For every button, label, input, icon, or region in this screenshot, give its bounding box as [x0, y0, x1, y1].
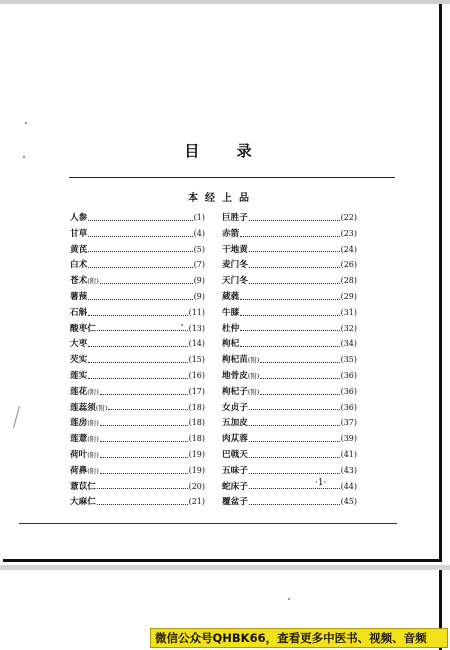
toc-entry-name: 枸杞子(附)	[222, 386, 260, 397]
dot-leader	[88, 341, 187, 347]
toc-entry-note: (附)	[87, 387, 99, 396]
dot-leader	[97, 325, 188, 331]
section-heading: 本经上品	[188, 193, 256, 204]
toc-entry[interactable]	[70, 305, 205, 321]
toc-entry-page: (4)	[193, 228, 205, 238]
dot-leader	[240, 231, 339, 237]
toc-entry[interactable]	[222, 352, 357, 368]
toc-entry-name: 荷叶(附)	[70, 449, 99, 460]
toc-entry-page: (32)	[340, 323, 357, 333]
dot-leader	[249, 436, 340, 442]
toc-entry[interactable]	[70, 273, 205, 289]
toc-entry-note: (附)	[87, 435, 99, 444]
toc-entry-page: (44)	[340, 481, 357, 491]
toc-entry-note: (附)	[247, 387, 260, 396]
title-rule	[69, 177, 395, 178]
dot-leader	[249, 468, 340, 474]
dot-leader	[97, 483, 188, 489]
toc-entry-page: (18)	[188, 418, 205, 428]
dot-leader	[240, 325, 339, 331]
toc-entry-name: 杜仲	[222, 323, 240, 334]
toc-entry[interactable]	[222, 226, 357, 242]
toc-entry-page: (36)	[340, 386, 357, 396]
toc-entry-name: 巴戟天	[222, 449, 248, 460]
footer-rule	[19, 523, 397, 524]
toc-entry[interactable]	[222, 289, 357, 305]
dot-leader	[100, 278, 193, 284]
toc-entry[interactable]	[222, 336, 357, 352]
toc-entry[interactable]	[70, 289, 205, 305]
toc-entry[interactable]	[222, 400, 357, 416]
dot-leader	[108, 404, 187, 410]
toc-entry-name: 枸杞苗(附)	[222, 355, 260, 366]
toc-entry-page: (26)	[340, 260, 357, 270]
toc-entry[interactable]	[70, 494, 205, 510]
toc-entry-name: 蛇床子	[222, 481, 248, 492]
toc-entry-page: (1)	[193, 213, 205, 222]
toc-entry-name: 肉苁蓉	[222, 434, 248, 445]
toc-entry-page: (37)	[340, 418, 357, 428]
dot-leader	[88, 246, 192, 252]
toc-entry[interactable]	[222, 321, 357, 337]
dot-leader	[249, 246, 340, 252]
toc-entry[interactable]	[222, 479, 357, 495]
toc-entry-page: (22)	[340, 213, 357, 222]
toc-entry-note: (附)	[247, 371, 260, 380]
toc-entry-name: 女贞子	[222, 402, 248, 413]
toc-entry-page: (29)	[340, 291, 357, 301]
toc-entry-page: (36)	[340, 370, 357, 380]
toc-entry-page: (5)	[193, 244, 205, 254]
dot-leader	[100, 389, 188, 395]
document-page	[3, 4, 442, 562]
page-title: 目 录	[184, 142, 268, 160]
toc-entry-name: 酸枣仁	[70, 323, 96, 334]
toc-entry-page: (36)	[340, 402, 357, 412]
toc-entry[interactable]	[70, 242, 205, 258]
toc-entry[interactable]	[70, 257, 205, 273]
toc-entry-page: (41)	[340, 449, 357, 459]
toc-entry-note: (附)	[87, 466, 99, 475]
toc-entry-name: 葳蕤	[222, 291, 240, 302]
toc-entry[interactable]	[70, 336, 205, 352]
dot-leader	[260, 357, 339, 363]
toc-column-right	[222, 210, 357, 510]
toc-entry[interactable]	[70, 352, 205, 368]
toc-entry-name: 薏苡仁	[70, 481, 96, 492]
toc-entry-page: (23)	[340, 228, 357, 238]
dot-leader	[88, 262, 192, 268]
toc-entry-note: (附)	[87, 419, 99, 428]
toc-entry-name: 干地黄	[222, 244, 248, 255]
dot-leader	[249, 499, 340, 505]
toc-entry-name: 人参	[70, 213, 88, 223]
dot-leader	[240, 341, 339, 347]
dot-leader	[100, 468, 188, 474]
toc-entry-name: 莲蕊须(附)	[70, 402, 108, 413]
scan-mark	[13, 406, 30, 428]
toc-entry-page: (14)	[188, 339, 205, 349]
toc-entry-page: (39)	[340, 434, 357, 444]
toc-entry[interactable]	[222, 257, 357, 273]
toc-entry-page: (11)	[188, 307, 205, 317]
toc-entry-name: 莲实	[70, 370, 88, 381]
dot-leader	[88, 373, 187, 379]
toc-entry[interactable]	[222, 415, 357, 431]
toc-entry-name: 芡实	[70, 355, 88, 366]
toc-entry-name: 薯蓣	[70, 291, 88, 302]
dot-leader	[88, 310, 187, 316]
toc-entry[interactable]	[222, 447, 357, 463]
toc-entry-name: 莲薏(附)	[70, 434, 99, 445]
toc-entry[interactable]	[222, 242, 357, 258]
toc-entry-page: (9)	[193, 291, 205, 301]
dot-leader	[88, 231, 192, 237]
toc-entry-name: 赤箭	[222, 228, 240, 239]
toc-entry-page: (19)	[188, 465, 205, 475]
toc-entry-name: 麦门冬	[222, 260, 248, 271]
toc-entry[interactable]	[70, 463, 205, 479]
toc-entry[interactable]	[222, 494, 357, 510]
toc-entry-name: 石斛	[70, 307, 88, 318]
dot-leader	[88, 294, 192, 300]
toc-entry[interactable]	[222, 463, 357, 479]
toc-entry[interactable]	[70, 400, 205, 416]
toc-entry-page: (43)	[340, 465, 357, 475]
toc-entry-name: 五加皮	[222, 418, 248, 429]
toc-entry-note: (附)	[87, 450, 99, 459]
toc-entry-note: (附)	[247, 356, 260, 365]
dot-leader	[97, 499, 188, 505]
toc-entry-name: 牛膝	[222, 307, 240, 318]
toc-entry-page: (28)	[340, 276, 357, 286]
toc-entry[interactable]	[222, 210, 357, 226]
dot-leader	[88, 215, 192, 221]
dot-leader	[100, 420, 188, 426]
dot-leader	[249, 278, 340, 284]
toc-entry-note: (附)	[95, 403, 108, 412]
scan-speck	[288, 598, 290, 600]
toc-entry-name: 五味子	[222, 465, 248, 476]
toc-entry-page: (13)	[188, 323, 205, 333]
toc-entry-name: 荷鼻(附)	[70, 465, 99, 476]
toc-entry[interactable]	[70, 226, 205, 242]
toc-entry-page: (20)	[188, 481, 205, 491]
dot-leader	[249, 262, 340, 268]
toc-entry-page: (9)	[193, 276, 205, 286]
toc-entry-page: (24)	[340, 244, 357, 254]
toc-entry[interactable]	[70, 384, 205, 400]
toc-entry-name: 巨胜子	[222, 213, 248, 223]
toc-entry[interactable]	[70, 479, 205, 495]
toc-entry-name: 黄芪	[70, 244, 88, 255]
toc-entry[interactable]	[222, 273, 357, 289]
watermark-banner: 微信公众号QHBK66，查看更多中医书、视频、音频	[150, 628, 448, 648]
toc-entry-name: 覆盆子	[222, 497, 248, 508]
page-number: ·1·	[315, 478, 327, 488]
dot-leader	[100, 436, 188, 442]
toc-entry-name: 莲花(附)	[70, 386, 99, 397]
toc-entry[interactable]	[222, 431, 357, 447]
dot-leader	[100, 452, 188, 458]
toc-entry[interactable]	[70, 431, 205, 447]
toc-entry-name: 苍术(附)	[70, 276, 99, 287]
toc-entry[interactable]	[70, 368, 205, 384]
toc-entry[interactable]	[222, 305, 357, 321]
dot-leader	[249, 404, 340, 410]
toc-entry-page: (35)	[340, 355, 357, 365]
toc-entry[interactable]	[222, 384, 357, 400]
dot-leader	[240, 294, 339, 300]
toc-entry-page: (18)	[188, 434, 205, 444]
toc-entry-page: (16)	[188, 370, 205, 380]
toc-entry-name: 莲房(附)	[70, 418, 99, 429]
toc-entry[interactable]	[70, 415, 205, 431]
toc-entry-page: (19)	[188, 449, 205, 459]
toc-entry-name: 白术	[70, 260, 88, 271]
toc-entry-page: (7)	[193, 260, 205, 270]
toc-entry-page: (45)	[340, 497, 357, 507]
toc-entry[interactable]	[70, 447, 205, 463]
toc-entry-page: (18)	[188, 402, 205, 412]
dot-leader	[240, 310, 339, 316]
toc-entry-name: 甘草	[70, 228, 88, 239]
toc-entry-note: (附)	[87, 277, 99, 286]
toc-entry[interactable]	[70, 210, 205, 226]
toc-entry[interactable]	[222, 368, 357, 384]
dot-leader	[88, 357, 187, 363]
toc-entry-name: 大麻仁	[70, 497, 96, 508]
toc-entry-name: 枸杞	[222, 339, 240, 350]
toc-entry-name: 大枣	[70, 339, 88, 350]
dot-leader	[260, 373, 339, 379]
toc-entry-name: 天门冬	[222, 276, 248, 287]
dot-leader	[249, 452, 340, 458]
toc-column-left	[70, 210, 205, 510]
toc-entry-page: (15)	[188, 355, 205, 365]
toc-entry-page: (17)	[188, 386, 205, 396]
dot-leader	[260, 389, 339, 395]
toc-entry-page: (31)	[340, 307, 357, 317]
scan-speck	[25, 122, 27, 124]
toc-entry[interactable]	[70, 321, 205, 337]
toc-entry-name: 地骨皮(附)	[222, 370, 260, 381]
dot-leader	[249, 420, 340, 426]
toc-entry-page: (34)	[340, 339, 357, 349]
dot-leader	[249, 215, 340, 221]
toc-entry-page: (21)	[188, 497, 205, 507]
